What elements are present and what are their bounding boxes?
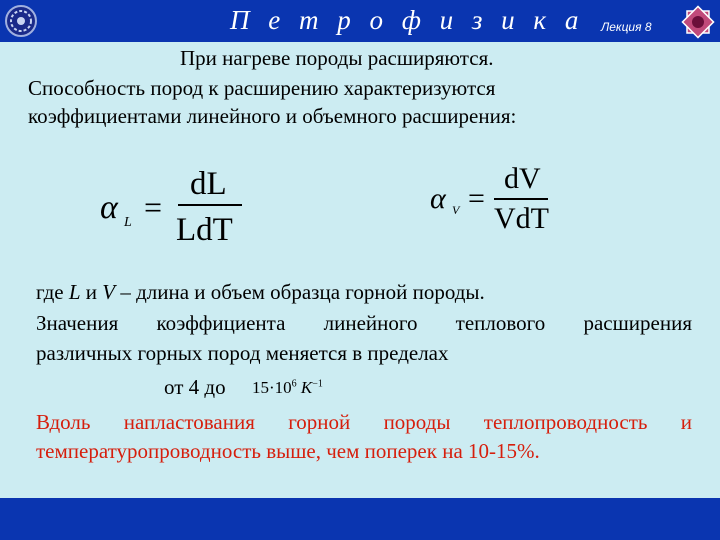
values-line-2: различных горных пород меняется в пределах xyxy=(36,341,449,365)
where-line: где L и V – длина и объем образца горной породы. xyxy=(36,280,485,304)
range-value: $15\cdot 10^6$ $K^{-1}$ xyxy=(252,378,323,397)
alpha-symbol: α xyxy=(430,182,446,215)
ornament-medallion-icon xyxy=(4,4,38,38)
values-line-1: Значения коэффициента линейного теплового расширения xyxy=(36,311,692,335)
footer-bar xyxy=(0,498,720,540)
equals-sign: = xyxy=(144,189,163,225)
lecture-label: Лекция 8 xyxy=(601,20,652,34)
linear-expansion-formula xyxy=(96,160,276,250)
volume-expansion-formula xyxy=(428,160,608,250)
note-line-2: температуропроводность выше, чем поперек на 10-15%. xyxy=(36,439,540,463)
alpha-symbol: α xyxy=(100,189,118,226)
denominator-ldt: LdT xyxy=(176,212,233,248)
note-line-1: Вдоль напластования горной породы теплопроводность и xyxy=(36,410,692,434)
intro-line-1: При нагреве породы расширяются. xyxy=(180,46,494,70)
denominator-vdt: VdT xyxy=(494,202,549,235)
equals-sign: = xyxy=(468,182,485,215)
subscript-v: V xyxy=(452,203,460,217)
numerator-dl: dL xyxy=(190,166,227,202)
intro-line-3: коэффициентами линейного и объемного расширения: xyxy=(28,104,517,128)
numerator-dv: dV xyxy=(504,162,541,195)
subscript-l: L xyxy=(124,215,132,230)
intro-line-2: Способность пород к расширению характеризуются xyxy=(28,76,496,100)
range-from: от 4 до xyxy=(164,375,226,399)
slide-title: П е т р о ф и з и к а xyxy=(230,5,585,35)
octagram-star-icon xyxy=(680,4,716,40)
